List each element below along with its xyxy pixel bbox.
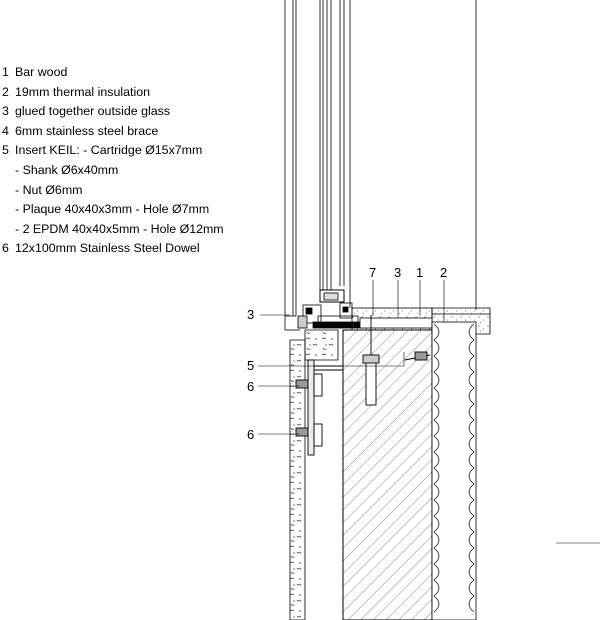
callout-3-top: 3: [394, 265, 402, 280]
legend-text: 12x100mm Stainless Steel Dowel: [15, 241, 200, 256]
legend-text: 6mm stainless steel brace: [15, 123, 159, 138]
legend-text: 19mm thermal insulation: [15, 84, 150, 99]
callout-2: 2: [440, 265, 448, 280]
callout-7: 7: [369, 265, 377, 280]
wall-core: [343, 330, 432, 620]
window-frame: [285, 0, 363, 330]
callout-6-lower: 6: [247, 427, 255, 442]
legend-number: 6: [2, 241, 9, 256]
legend-text: - Nut Ø6mm: [15, 182, 83, 197]
legend-number: 4: [2, 123, 9, 138]
legend-text: glued together outside glass: [15, 104, 170, 119]
legend-number: 1: [2, 65, 9, 79]
legend-text: Insert KEIL: - Cartridge Ø15x7mm: [15, 143, 203, 158]
legend-text: - Shank Ø6x40mm: [15, 162, 119, 177]
callout-6-upper: 6: [247, 379, 255, 394]
legend-text: - Plaque 40x40x3mm - Hole Ø7mm: [15, 202, 210, 217]
insulation: [432, 322, 476, 620]
callout-3-left: 3: [247, 307, 255, 322]
legend-number: 5: [2, 143, 9, 158]
legend-number: 2: [2, 84, 9, 99]
legend-text: - 2 EPDM 40x40x5mm - Hole Ø12mm: [15, 221, 224, 236]
legend-number: 3: [2, 104, 9, 119]
callout-5: 5: [247, 358, 255, 373]
legend-text: Bar wood: [15, 65, 68, 79]
callout-1: 1: [416, 265, 424, 280]
